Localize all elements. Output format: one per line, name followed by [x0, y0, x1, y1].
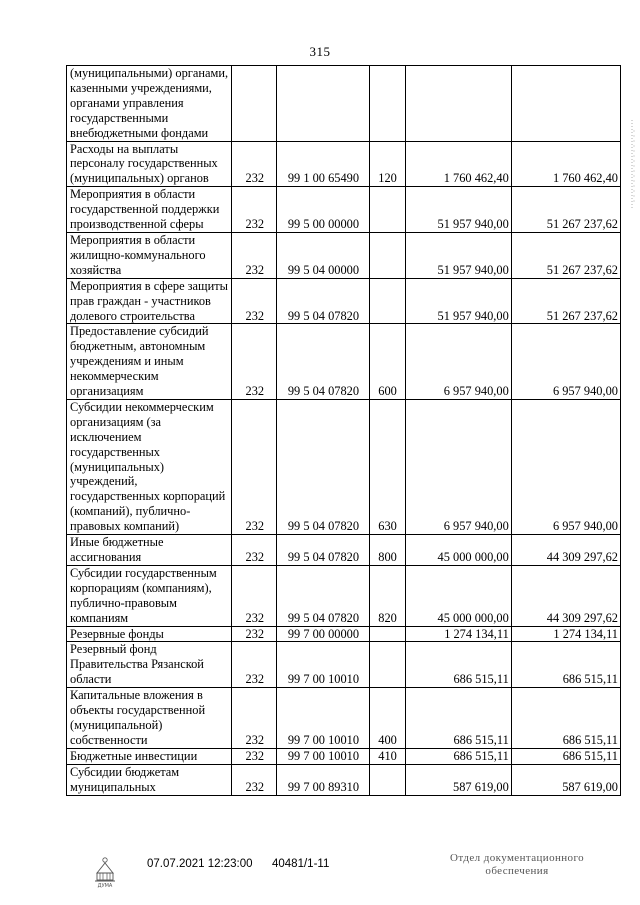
row-csr-code: 99 5 04 07820 [277, 324, 369, 400]
row-ved-code: 232 [232, 141, 277, 187]
footer [0, 848, 640, 898]
row-csr-code: 99 7 00 10010 [277, 688, 369, 749]
table-row [67, 232, 621, 278]
row-sum-executed: 686 515,11 [511, 688, 620, 749]
row-sum-approved: 51 957 940,00 [405, 232, 511, 278]
row-sum-approved [405, 66, 511, 142]
row-name: Мероприятия в области государственной поддержки производственной сферы [67, 187, 232, 233]
table-row [67, 764, 621, 795]
row-sum-approved: 51 957 940,00 [405, 278, 511, 324]
row-vr-code: 800 [369, 535, 405, 566]
row-ved-code: 232 [232, 399, 277, 534]
row-vr-code [369, 764, 405, 795]
row-ved-code: 232 [232, 565, 277, 626]
row-name: Резервные фонды [67, 626, 232, 642]
row-ved-code [232, 66, 277, 142]
budget-table-body [67, 66, 621, 796]
row-vr-code [369, 232, 405, 278]
table-row [67, 66, 621, 142]
row-sum-approved: 1 274 134,11 [405, 626, 511, 642]
row-sum-approved: 686 515,11 [405, 748, 511, 764]
table-row [67, 688, 621, 749]
row-sum-approved: 6 957 940,00 [405, 324, 511, 400]
row-name: Расходы на выплаты персоналу государственных (муниципальных) органов [67, 141, 232, 187]
row-sum-executed: 6 957 940,00 [511, 399, 620, 534]
row-vr-code [369, 642, 405, 688]
row-sum-executed: 51 267 237,62 [511, 187, 620, 233]
row-csr-code: 99 7 00 00000 [277, 626, 369, 642]
row-vr-code: 600 [369, 324, 405, 400]
row-ved-code: 232 [232, 748, 277, 764]
row-name: (муниципальными) органами, казенными учреждениями, органами управления государственными внебюджетными фондами [67, 66, 232, 142]
row-sum-executed: 686 515,11 [511, 642, 620, 688]
row-sum-executed: 51 267 237,62 [511, 278, 620, 324]
row-sum-approved: 1 760 462,40 [405, 141, 511, 187]
row-vr-code [369, 626, 405, 642]
row-csr-code: 99 5 04 07820 [277, 565, 369, 626]
row-ved-code: 232 [232, 688, 277, 749]
row-sum-executed [511, 66, 620, 142]
emblem-text: ДУМА [97, 883, 113, 888]
row-name: Иные бюджетные ассигнования [67, 535, 232, 566]
row-ved-code: 232 [232, 626, 277, 642]
table-row [67, 278, 621, 324]
row-csr-code: 99 1 00 65490 [277, 141, 369, 187]
table-row [67, 626, 621, 642]
row-vr-code: 820 [369, 565, 405, 626]
row-name: Мероприятия в области жилищно-коммунального хозяйства [67, 232, 232, 278]
row-sum-executed: 44 309 297,62 [511, 565, 620, 626]
margin-marks [630, 120, 636, 210]
row-csr-code: 99 5 04 07820 [277, 535, 369, 566]
row-sum-approved: 686 515,11 [405, 642, 511, 688]
row-ved-code: 232 [232, 642, 277, 688]
row-name: Субсидии некоммерческим организациям (за исключением государственных (муниципальных) учреждений, государственных корпораций (компаний), публично-правовых компаний) [67, 399, 232, 534]
table-row [67, 565, 621, 626]
row-csr-code: 99 5 00 00000 [277, 187, 369, 233]
table-row [67, 535, 621, 566]
row-vr-code: 400 [369, 688, 405, 749]
row-csr-code: 99 7 00 10010 [277, 642, 369, 688]
table-row [67, 324, 621, 400]
table-row [67, 141, 621, 187]
department-stamp [447, 852, 587, 878]
row-name: Бюджетные инвестиции [67, 748, 232, 764]
row-sum-executed: 1 760 462,40 [511, 141, 620, 187]
row-sum-approved: 51 957 940,00 [405, 187, 511, 233]
row-ved-code: 232 [232, 324, 277, 400]
row-ved-code: 232 [232, 278, 277, 324]
row-vr-code: 410 [369, 748, 405, 764]
duma-emblem-icon [88, 854, 122, 888]
row-sum-approved: 45 000 000,00 [405, 565, 511, 626]
page-number: 315 [309, 44, 331, 59]
row-vr-code: 630 [369, 399, 405, 534]
row-ved-code: 232 [232, 232, 277, 278]
row-vr-code: 120 [369, 141, 405, 187]
row-csr-code: 99 7 00 89310 [277, 764, 369, 795]
row-name: Резервный фонд Правительства Рязанской области [67, 642, 232, 688]
row-vr-code [369, 66, 405, 142]
table-row [67, 399, 621, 534]
document-number: 40481/1-11 [272, 858, 330, 870]
stamp-line-2: обеспечения [485, 865, 549, 877]
row-csr-code: 99 7 00 10010 [277, 748, 369, 764]
stamp-line-1: Отдел документационного [449, 852, 584, 864]
row-sum-executed: 44 309 297,62 [511, 535, 620, 566]
budget-table [66, 65, 621, 796]
document-date: 07.07.2021 12:23:00 [147, 858, 253, 870]
row-sum-approved: 6 957 940,00 [405, 399, 511, 534]
row-sum-executed: 686 515,11 [511, 748, 620, 764]
row-vr-code [369, 278, 405, 324]
table-row [67, 187, 621, 233]
row-ved-code: 232 [232, 764, 277, 795]
row-csr-code: 99 5 04 00000 [277, 232, 369, 278]
row-ved-code: 232 [232, 187, 277, 233]
row-csr-code [277, 66, 369, 142]
row-name: Предоставление субсидий бюджетным, автономным учреждениям и иным некоммерческим организациям [67, 324, 232, 400]
row-csr-code: 99 5 04 07820 [277, 278, 369, 324]
row-sum-executed: 587 619,00 [511, 764, 620, 795]
row-name: Субсидии государственным корпорациям (компаниям), публично-правовым компаниям [67, 565, 232, 626]
row-sum-executed: 51 267 237,62 [511, 232, 620, 278]
row-sum-executed: 1 274 134,11 [511, 626, 620, 642]
row-name: Субсидии бюджетам муниципальных [67, 764, 232, 795]
row-name: Мероприятия в сфере защиты прав граждан - участников долевого строительства [67, 278, 232, 324]
row-sum-approved: 686 515,11 [405, 688, 511, 749]
row-sum-executed: 6 957 940,00 [511, 324, 620, 400]
row-ved-code: 232 [232, 535, 277, 566]
row-sum-approved: 45 000 000,00 [405, 535, 511, 566]
row-sum-approved: 587 619,00 [405, 764, 511, 795]
table-row [67, 748, 621, 764]
table-row [67, 642, 621, 688]
row-csr-code: 99 5 04 07820 [277, 399, 369, 534]
row-vr-code [369, 187, 405, 233]
row-name: Капитальные вложения в объекты государственной (муниципальной) собственности [67, 688, 232, 749]
